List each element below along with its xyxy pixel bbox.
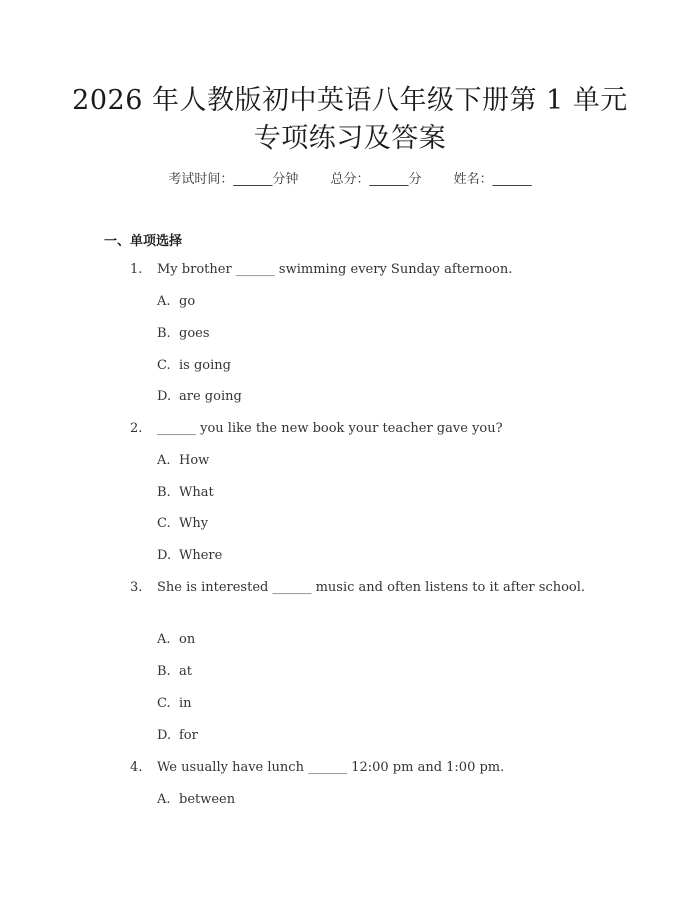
option-label: B. [157,664,171,679]
question-1 [104,260,594,280]
question-text: ______ you like the new book your teacher gave you? [157,421,503,436]
exam-score: 总分：______分 [330,172,422,187]
option [157,546,222,566]
option [157,726,198,746]
option [157,356,231,376]
option [157,387,242,407]
option-label: D. [157,728,172,743]
option-text: at [179,664,192,679]
option-label: C. [157,358,171,373]
question-number: 3. [130,580,143,595]
option-label: B. [157,326,171,341]
title-line-1: 2026 年人教版初中英语八年级下册第 1 单元 [72,85,628,116]
option [157,630,195,650]
option-text: for [179,728,198,743]
question-number: 2. [130,421,143,436]
section-heading: 一、单项选择 [104,234,183,249]
option [157,662,192,682]
page-title [0,82,700,158]
option-label: C. [157,516,171,531]
option-label: A. [157,632,171,647]
question-2 [104,419,594,439]
option-text: in [179,696,192,711]
option-label: A. [157,453,171,468]
option [157,790,235,810]
option-label: D. [157,389,172,404]
option [157,324,210,344]
student-name: 姓名：______ [453,172,532,187]
option [157,514,208,534]
option-text: between [179,792,236,807]
option-text: Where [179,548,223,563]
option [157,483,214,503]
option-label: D. [157,548,172,563]
title-line-2: 专项练习及答案 [253,123,447,154]
option-text: go [179,294,196,309]
question-text: She is interested ______ music and often listens to it after school. [157,580,586,595]
option-text: goes [179,326,210,341]
question-text: My brother ______ swimming every Sunday afternoon. [157,262,513,277]
option-label: C. [157,696,171,711]
option-text: are going [179,389,242,404]
option [157,451,209,471]
question-number: 4. [130,760,143,775]
option-text: is going [179,358,231,373]
option-text: on [179,632,196,647]
question-number: 1. [130,262,143,277]
option-text: What [179,485,214,500]
option-label: B. [157,485,171,500]
option [157,694,192,714]
option [157,292,195,312]
option-label: A. [157,294,171,309]
exam-time: 考试时间：______分钟 [168,172,299,187]
option-text: Why [179,516,209,531]
question-3 [104,578,594,598]
option-label: A. [157,792,171,807]
option-text: How [179,453,210,468]
exam-info [0,168,700,187]
question-4 [104,758,594,778]
question-text: We usually have lunch ______ 12:00 pm and 1:00 pm. [157,760,505,775]
